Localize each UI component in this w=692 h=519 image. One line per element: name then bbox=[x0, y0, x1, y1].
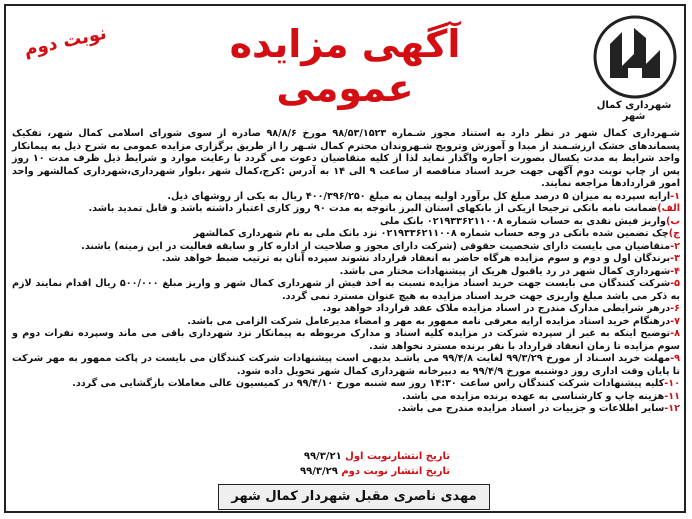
second-publish-label: تاریخ انتشار نوبت دوم bbox=[341, 466, 450, 477]
item-number: ۱۲- bbox=[664, 403, 680, 414]
list-item bbox=[12, 391, 680, 404]
list-item bbox=[12, 278, 680, 303]
first-publish-label: تاریخ انتشارنوبت اول bbox=[345, 451, 450, 462]
list-item bbox=[12, 191, 680, 204]
list-item bbox=[12, 328, 680, 353]
item-number: ۵- bbox=[670, 278, 680, 289]
list-item bbox=[12, 216, 680, 229]
item-text: واریز فیش نقدی به حساب شماره ۰۲۱۹۳۳۶۲۱۱۰۰۸ بانک ملی bbox=[379, 215, 666, 227]
first-publish-date bbox=[250, 451, 450, 462]
item-number: ۱۱- bbox=[664, 390, 680, 402]
item-number: ۳- bbox=[670, 253, 680, 264]
item-number: ب) bbox=[665, 215, 680, 227]
item-number: الف) bbox=[657, 203, 680, 214]
item-text: چک تضمین شده بانکی در وجه حساب شماره ۰۲۱۹۳۳۶۲۱۱۰۰۸ نزد بانک ملی به نام شهرداری کمالشهر bbox=[193, 228, 669, 239]
list-item bbox=[12, 203, 680, 216]
item-number: ۴- bbox=[670, 265, 680, 277]
item-text: ارایه سپرده به میزان ۵ درصد مبلغ کل برآورد اولیه پیمان به مبلغ ۴۰۰/۳۹۶/۲۵۰ ریال به یکی از روشهای ذیل. bbox=[167, 190, 671, 202]
second-publish-value: ۹۹/۳/۲۹ bbox=[300, 466, 338, 477]
list-item bbox=[12, 266, 680, 279]
notice-title: آگهی مزایده عمومی bbox=[229, 22, 461, 110]
item-text: درهر شرایطی مدارک مندرج در اسناد مزایده ملاک عقد قرارداد خواهد بود. bbox=[322, 303, 671, 314]
list-item bbox=[12, 403, 680, 416]
item-number: ۱- bbox=[670, 190, 680, 202]
notice-body bbox=[12, 128, 680, 416]
item-number: ج) bbox=[668, 228, 680, 239]
item-text: توضیح اینکه به غیر از سپرده شرکت در مزایده کلیه اسناد و مدارک مربوطه به پیمانکار نزد شهرداری باقی می ماند وسپرده نفرات دوم و سوم مزایده تا زمان انعقاد قرارداد با نفر برنده مسترد نخواهد شد. bbox=[12, 328, 680, 352]
municipality-logo-icon bbox=[592, 14, 678, 100]
list-item bbox=[12, 253, 680, 266]
item-text: برندگان اول و دوم و سوم مزایده هرگاه حاضر به انعقاد قرارداد نشوند سپرده آنان به ترتیب ضبط خواهد شد. bbox=[161, 253, 671, 264]
first-publish-value: ۹۹/۳/۲۱ bbox=[303, 451, 342, 462]
second-publish-date bbox=[250, 466, 450, 477]
list-item bbox=[12, 241, 680, 254]
item-text: کلیه پیشنهادات شرکت کنندگان راس ساعت ۱۴:۳۰ روز سه شنبه مورخ ۹۹/۴/۱۰ در کمیسیون عالی معاملات بازگشایی می گردد. bbox=[72, 378, 665, 389]
item-number: ۱۰- bbox=[664, 378, 680, 389]
item-number: ۹- bbox=[670, 353, 680, 364]
signature-box: مهدی ناصری مقبل شهردار کمال شهر bbox=[218, 484, 490, 510]
item-number: ۸- bbox=[670, 328, 680, 339]
intro-paragraph: شـهرداری کمال شهر در نظر دارد به استناد مجوز شـماره ۹۸/۵۳/۱۵۲۳ مورخ ۹۸/۸/۶ صادره از سوی شورای اسلامی کمال شهر، تفکیک پسماندهای خشک ارزشـمند از مبدا و آموزش وترویج شـهروندان محترم کمال شـهر را از طریق برگزاری مزایده عمومی به شرح ذیل به پیمانکار واجد شرایط به مدت یکسال بصورت اجاره واگذار نماید لذا از کلیه متقاضیان دعوت می گردد با رعایت موارد و شرایط ذیل ظرف مدت ۱۰ روز پس از چاپ نوبت دوم آگهی جهت خرید اسناد مناقصه از ساعت ۹ الی ۱۴ به آدرس :کرج،کمال شهر ،بلوار شهرداری،شهرداری کمالشهر واحد امور قراردادها مراجعه نمایند. bbox=[12, 128, 681, 189]
item-text: درهنگام خرید اسناد مزایده ارایه معرفی نامه ممهور به مهر و امضاء مدیرعامل شرکت الزامی می باشد. bbox=[187, 315, 671, 327]
list-item bbox=[12, 228, 680, 241]
item-number: ۷- bbox=[670, 315, 680, 327]
item-number: ۲- bbox=[670, 240, 680, 252]
list-item bbox=[12, 316, 680, 329]
item-number: ۶- bbox=[670, 303, 680, 314]
item-text: شهرداری کمال شهر در رد یاقبول هریک از پیشنهادات مختار می باشد. bbox=[339, 265, 671, 277]
conditions-list bbox=[12, 191, 680, 416]
item-text: متقاضیان می بایست دارای شخصیت حقوقی (شرکت دارای مجوز و صلاحیت از اداره کار و سابقه فعالیت در این زمینه) باشند. bbox=[81, 240, 671, 252]
round-label: نوبت دوم bbox=[22, 22, 109, 61]
item-text: ضمانت نامه بانکی ترجیحا ازیکی از بانکهای استان البرز باتوجه به مدت ۹۰ روز کاری اعتبار داشته باشد و قابل تمدید باشد. bbox=[88, 203, 658, 214]
item-text: سایر اطلاعات و جزییات در اسناد مزایده مندرج می باشد. bbox=[397, 403, 665, 414]
item-text: هزینه چاپ و کارشناسی به عهده برنده مزایده می باشد. bbox=[401, 390, 665, 402]
list-item bbox=[12, 378, 680, 391]
list-item bbox=[12, 303, 680, 316]
item-text: مهلت خرید اسـناد از مورخ ۹۹/۳/۲۹ لغایت ۹۹/۴/۸ می باشـد بدیهی است پیشنهادات شرکت کنندگان می بایست در پاکت ممهور به مهر شرکت تا پایان وقت اداری روز دوشنبه مورخ ۹۹/۴/۹ به دبیرخانه شهرداری کمال شهر تحویل داده شود. bbox=[12, 353, 680, 377]
logo-caption: شهرداری کمال شهر bbox=[596, 100, 672, 122]
item-text: شرکت کنندگان می بایست جهت خرید اسناد مزایده نسبت به اخذ فیش از شهرداری کمال شهر و واریز مبلغ ۵۰۰/۰۰۰ ریال اقدام نمایند لازم به ذکر می باشد مبلغ واریزی جهت خرید اسناد مزایده به هیچ عنوان مسترد نمی گردد. bbox=[12, 278, 680, 302]
list-item bbox=[12, 353, 680, 378]
